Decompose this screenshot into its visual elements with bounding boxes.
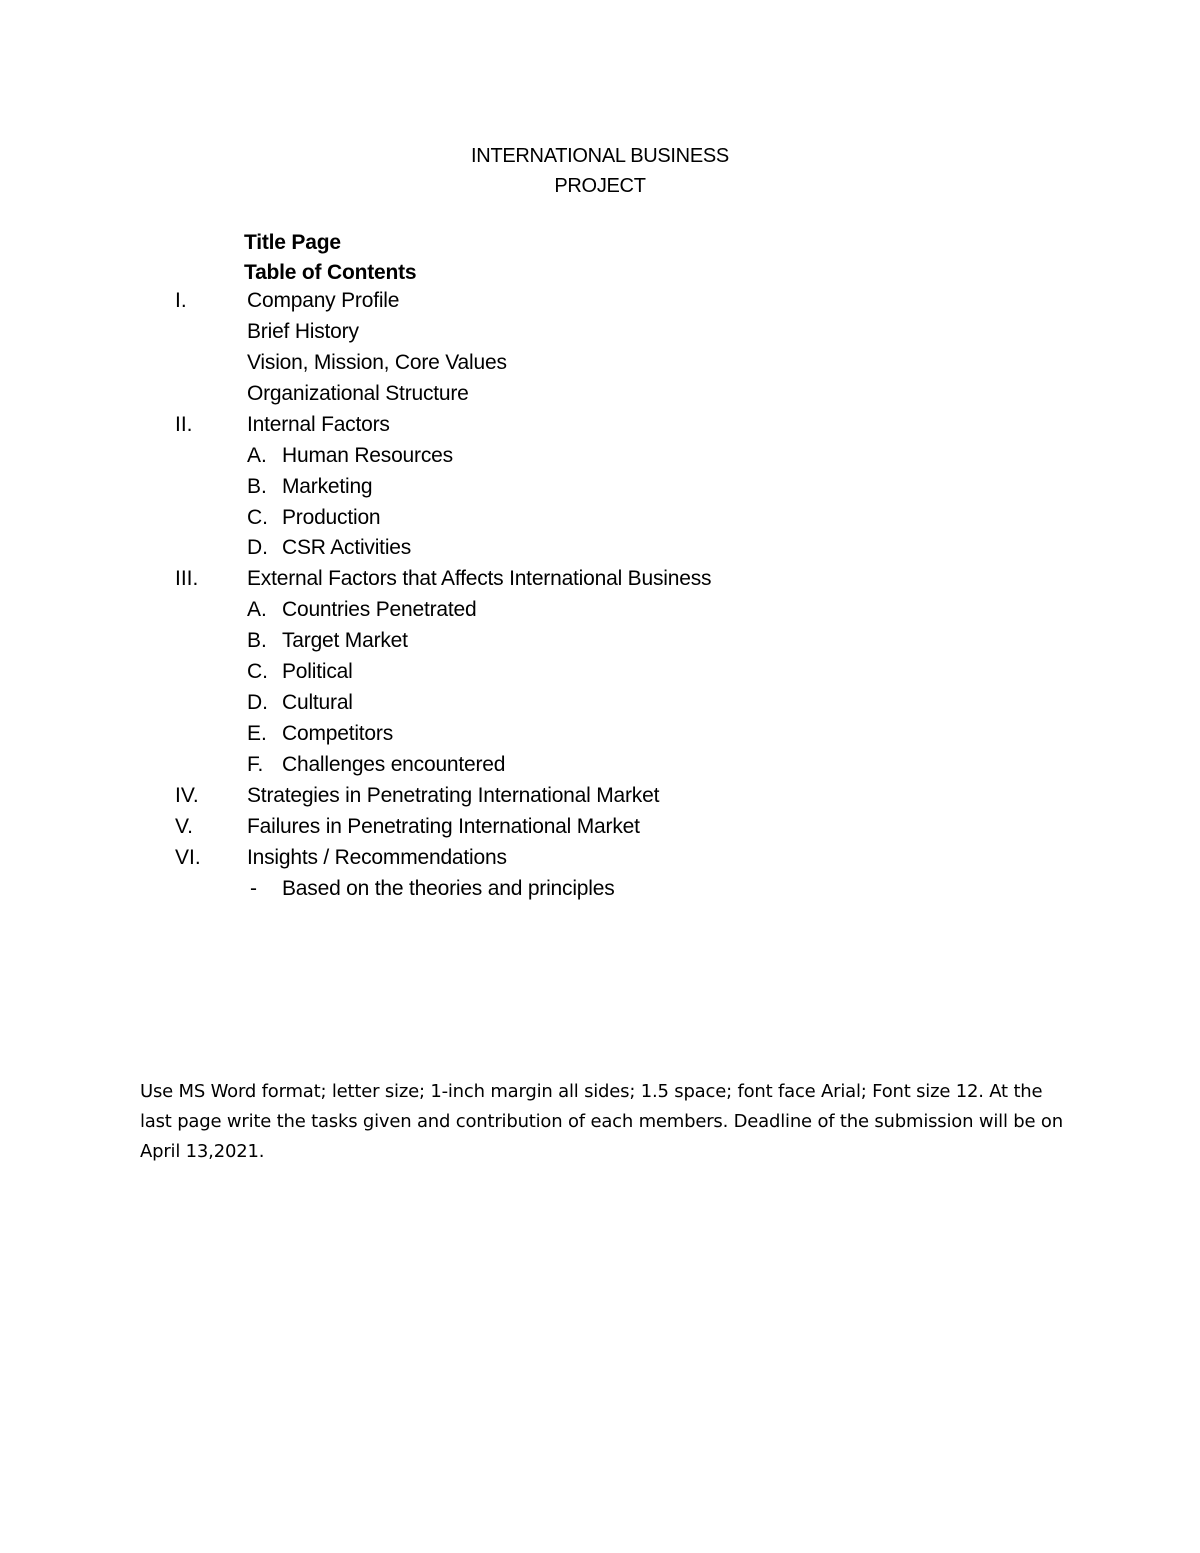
section-numeral: I. (175, 289, 187, 312)
list-item: Cultural (282, 691, 353, 714)
list-letter: D. (247, 691, 268, 714)
list-letter: B. (247, 475, 267, 498)
list-item: CSR Activities (282, 536, 412, 559)
list-item: Production (282, 506, 381, 529)
list-item: Marketing (282, 475, 373, 498)
list-letter: C. (247, 660, 268, 683)
list-letter: B. (247, 629, 267, 652)
document-title-line-1: INTERNATIONAL BUSINESS (471, 145, 729, 167)
toc-table-of-contents: Table of Contents (244, 261, 417, 284)
list-item: Political (282, 660, 353, 683)
section-numeral: VI. (175, 846, 201, 869)
toc-title-page: Title Page (244, 231, 341, 254)
list-letter: C. (247, 506, 268, 529)
section-label: Insights / Recommendations (247, 846, 507, 869)
list-letter: E. (247, 722, 267, 745)
section-subitem: Organizational Structure (247, 382, 469, 405)
list-letter: F. (247, 753, 264, 776)
document-title-line-2: PROJECT (554, 175, 646, 197)
section-label: Strategies in Penetrating International Market (247, 784, 660, 807)
list-item: Countries Penetrated (282, 598, 477, 621)
section-label: External Factors that Affects International Business (247, 567, 712, 590)
list-item: Competitors (282, 722, 394, 745)
list-item: Challenges encountered (282, 753, 506, 776)
section-label: Internal Factors (247, 413, 390, 436)
submission-instructions: Use MS Word format; letter size; 1-inch margin all sides; 1.5 space; font face Arial; Font size 12. At the last page write the tasks given and contribution of each members. Deadline of the submission will be on April 13,2021. (140, 1081, 1063, 1162)
section-subitem: Brief History (247, 320, 359, 343)
section-numeral: V. (175, 815, 193, 838)
list-item: Human Resources (282, 444, 453, 467)
list-item: Target Market (282, 629, 408, 652)
list-letter: A. (247, 598, 267, 621)
section-numeral: III. (175, 567, 199, 590)
section-numeral: II. (175, 413, 193, 436)
list-letter: D. (247, 536, 268, 559)
list-dash: - (250, 877, 257, 900)
list-letter: A. (247, 444, 267, 467)
section-numeral: IV. (175, 784, 199, 807)
section-label: Company Profile (247, 289, 400, 312)
section-label: Failures in Penetrating International Market (247, 815, 640, 838)
section-subitem: Vision, Mission, Core Values (247, 351, 507, 374)
list-item: Based on the theories and principles (282, 877, 615, 900)
